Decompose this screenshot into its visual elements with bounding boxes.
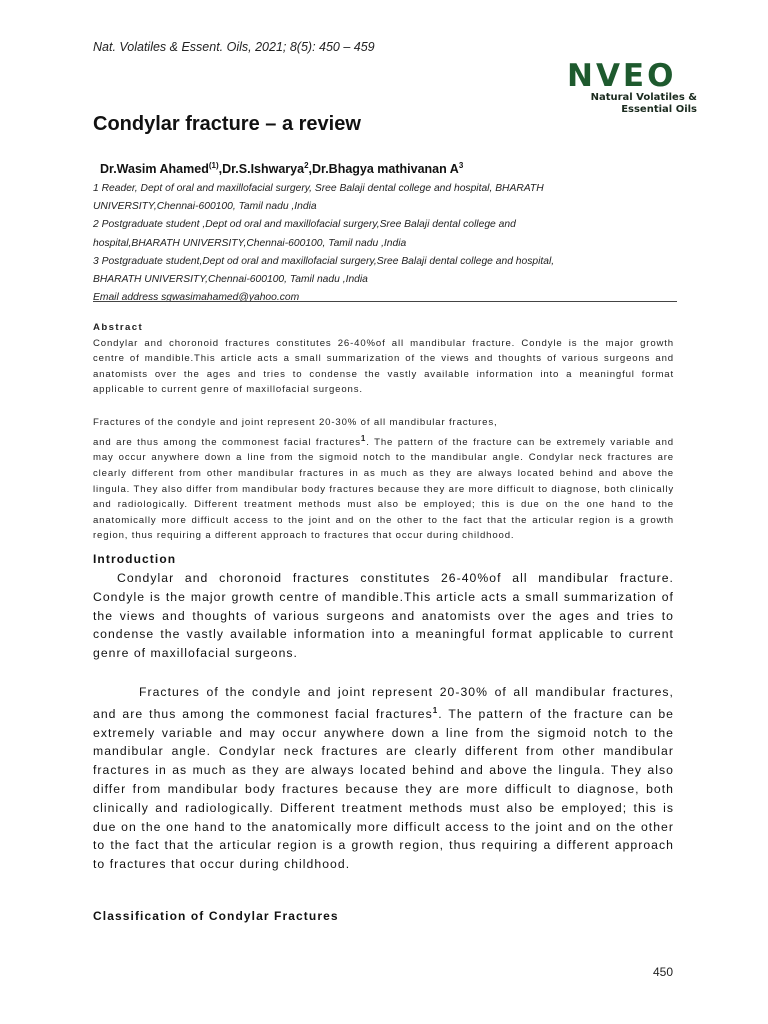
journal-logo — [567, 60, 697, 116]
author-list — [100, 161, 463, 176]
author-mark: 3 — [458, 161, 464, 170]
abstract-text: and are thus among the commonest facial fractures — [93, 436, 361, 448]
header-divider — [93, 301, 677, 302]
affiliation-line: 2 Postgraduate student ,Dept od oral and maxillofacial surgery,Sree Balaji dental college and — [93, 219, 516, 231]
introduction-text: Fractures of the condyle and joint represent 20-30% of all mandibular fractures, and are thus among the commonest facial fractures — [93, 684, 674, 721]
abstract-paragraph — [93, 415, 674, 544]
introduction-text: . The pattern of the fracture can be extremely variable and may occur anywhere down a line from the sigmoid notch to the mandibular angle. Condylar neck fractures are clearly different from other mandibular fractures in as much as they are always located behind and above the lingula. They also differ from mandibular body fractures because they are more difficult to diagnose, both clinically and radiologically. Different treatment methods must also be employed; this is due on the one hand to the anatomically more difficult access to the joint and on the other to the fact that the articular region is a growth region, thus requiring a different approach to fractures that occur during childhood. — [93, 706, 674, 872]
author-name: Dr.Wasim Ahamed — [100, 162, 209, 177]
abstract-paragraph: Condylar and choronoid fractures constitutes 26-40%of all mandibular fracture. Condyle is the major growth centre of mandible.This article acts a small summarization of the views and thoughts of various surgeons and anatomists over the ages and tries to condense the vastly available information into a meaningful format applicable to current genre of maxillofacial surgeons. — [93, 337, 674, 396]
abstract-section — [93, 320, 674, 544]
email-line: Email address sgwasimahamed@yahoo.com — [93, 292, 300, 304]
author-mark: 2 — [304, 161, 309, 170]
introduction-paragraph: Condylar and choronoid fractures constitutes 26-40%of all mandibular fracture. Condyle is the major growth centre of mandible.This article acts a small summarization of the views and thoughts of various surgeons and anatomists over the ages and tries to condense the vastly available information into a meaningful format applicable to current genre of maxillofacial surgeons. — [93, 571, 674, 661]
abstract-text: . The pattern of the fracture can be extremely variable and may occur anywhere down a line from the sigmoid notch to the mandibular angle. Condylar neck fractures are clearly different from other mandibular fractures in as much as they are always located behind and above the lingula. They also differ from mandibular body fractures because they are more difficult to diagnose, both clinically and radiologically. Different treatment methods must also be employed; this is due on the one hand to the anatomically more difficult access to the joint and on the other to the fact that the articular region is a growth region, thus requiring a different approach to fractures that occur during childhood. — [93, 436, 674, 542]
affiliation-line: BHARATH UNIVERSITY,Chennai-600100, Tamil nadu ,India — [93, 274, 368, 286]
affiliations — [93, 180, 683, 307]
affiliation-line: hospital,BHARATH UNIVERSITY,Chennai-600100, Tamil nadu ,India — [93, 237, 407, 249]
reference-mark: 1 — [360, 433, 367, 443]
article-title: Condylar fracture – a review — [93, 113, 361, 135]
classification-heading: Classification of Condylar Fractures — [93, 909, 339, 923]
affiliation-line: UNIVERSITY,Chennai-600100, Tamil nadu ,India — [93, 201, 317, 213]
logo-tagline-line1: Natural Volatiles & — [590, 92, 697, 103]
abstract-heading: Abstract — [93, 322, 144, 333]
logo-tagline-line2: Essential Oils — [621, 104, 697, 115]
introduction-paragraph — [93, 683, 674, 874]
journal-reference: Nat. Volatiles & Essent. Oils, 2021; 8(5): 450 – 459 — [93, 40, 375, 54]
abstract-lead-line: Fractures of the condyle and joint represent 20-30% of all mandibular fractures, — [93, 416, 498, 428]
logo-mark: NVEO — [567, 58, 677, 94]
author-name: ,Dr.S.Ishwarya — [218, 162, 305, 177]
introduction-heading: Introduction — [93, 552, 177, 566]
introduction-body — [93, 569, 674, 874]
affiliation-line: 3 Postgraduate student,Dept od oral and maxillofacial surgery,Sree Balaji dental college and hospital, — [93, 255, 555, 267]
author-mark: (1) — [208, 161, 219, 170]
page-number: 450 — [653, 965, 674, 979]
author-name: ,Dr.Bhagya mathivanan A — [308, 162, 459, 177]
reference-mark: 1 — [432, 705, 439, 715]
affiliation-line: 1 Reader, Dept of oral and maxillofacial surgery, Sree Balaji dental college and hospital, BHARATH — [93, 183, 544, 194]
